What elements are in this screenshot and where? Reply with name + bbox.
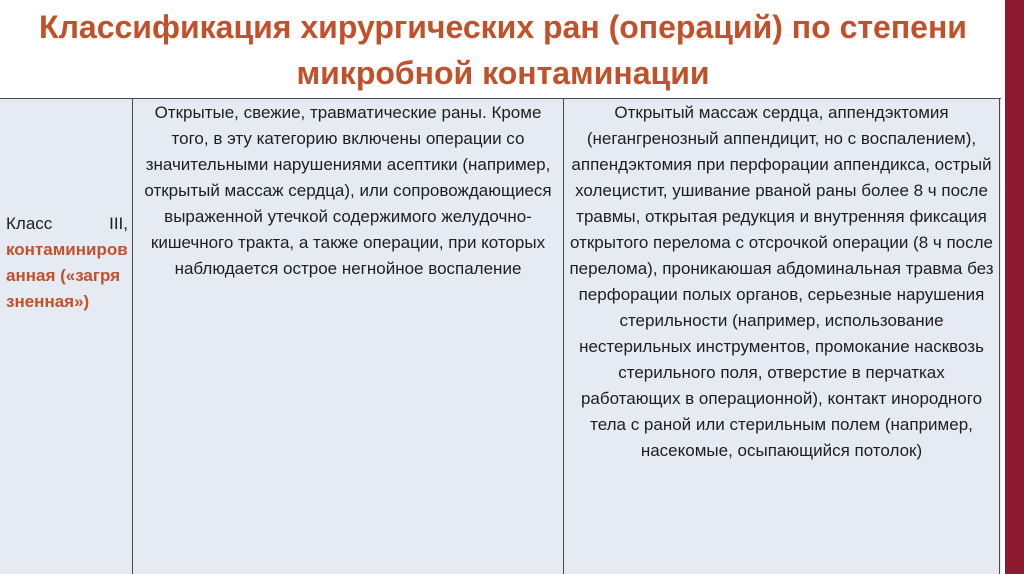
class-name: контаминированная («загрязненная»): [6, 240, 128, 311]
description-cell: Открытые, свежие, травматические раны. Кроме того, в эту категорию включены операции со значительными нарушениями асептики (например, открытый массаж сердца), или сопровождающиеся выраженной утечкой содержимого желудочно-кишечного тракта, а также операции, при которых наблюдается острое негнойное воспаление: [133, 99, 564, 574]
classification-table: [0, 98, 1001, 574]
class-numeral: III,: [109, 214, 128, 233]
class-word: Класс: [6, 214, 53, 233]
class-cell: [0, 99, 133, 574]
examples-cell: Открытый массаж сердца, аппендэктомия (негангренозный аппендицит, но с воспалением), аппендэктомия при перфорации аппендикса, острый холецистит, ушивание рваной раны более 8 ч после травмы, открытая редукция и внутренняя фиксация открытого перелома с отсрочкой операции (8 ч после перелома), проникаюшая абдоминальная травма без перфорации полых органов, серьезные нарушения стерильности (например, использование нестерильных инструментов, промокание насквозь стерильного поля, отверстие в перчатках работающих в операционной), контакт инородного тела с раной или стерильным полем (например, насекомые, осыпающийся потолок): [564, 99, 1000, 574]
class-label-line: [6, 211, 128, 237]
slide-title: Классификация хирургических ран (операций) по степени микробной контаминации: [39, 9, 967, 91]
accent-bar: [1005, 0, 1024, 574]
